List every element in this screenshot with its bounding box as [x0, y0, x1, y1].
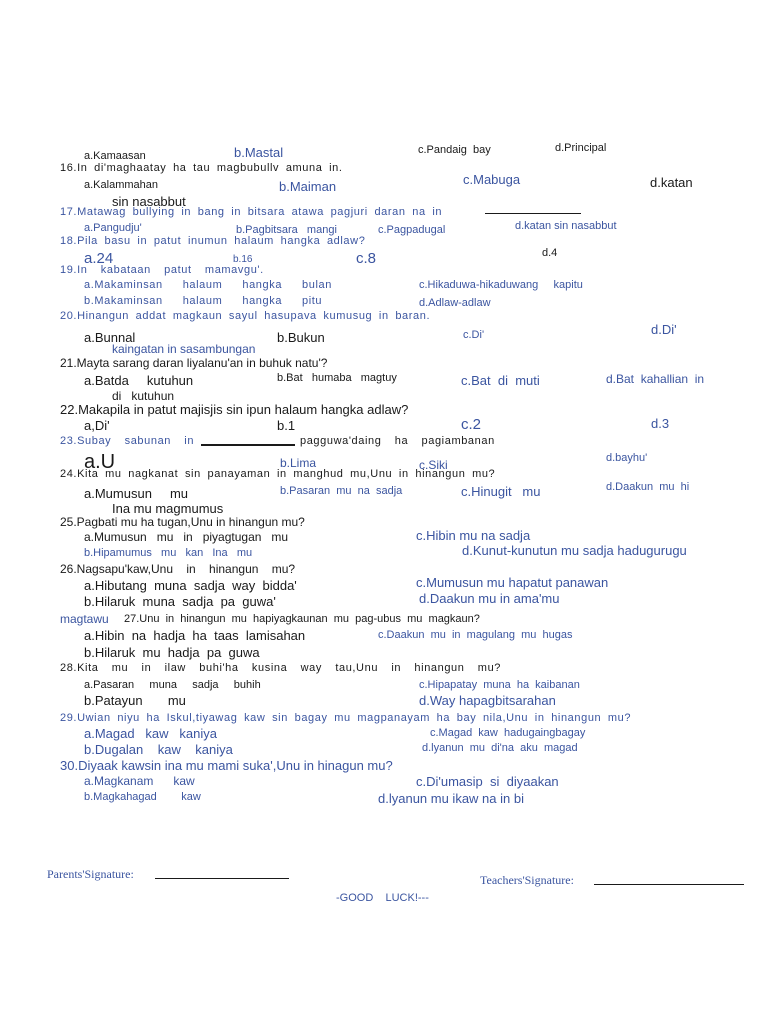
q26-option-a: a.Hibutang muna sadja way bidda' [84, 578, 297, 593]
q22-option-a: a,Di' [84, 418, 110, 433]
q28-option-c: c.Hipapatay muna ha kaibanan [419, 679, 580, 691]
q23-option-a: a.U [84, 451, 116, 473]
q17-question: 17.Matawag bullying in bang in bitsara atawa pagjuri daran na in [60, 206, 443, 218]
q15-option-c: c.Pandaig bay [418, 144, 491, 156]
q16-option-a: a.Kalammahan [84, 179, 158, 191]
q24-option-d: d.Daakun mu hi [606, 481, 690, 493]
closing-text: -GOOD LUCK!--- [336, 892, 429, 904]
q29-option-a: a.Magad kaw kaniya [84, 726, 217, 741]
q19-option-c: c.Hikaduwa-hikaduwang kapitu [419, 279, 583, 291]
q20-question: 20.Hinangun addat magkaun sayul hasupava kumusug in baran. [60, 310, 431, 322]
q20-option-c: c.Di' [463, 329, 485, 341]
q30-question: 30.Diyaak kawsin ina mu mami suka',Unu in hinagun mu? [60, 758, 393, 773]
q25-option-a: a.Mumusun mu in piyagtugan mu [84, 530, 289, 544]
q28-option-b: b.Patayun mu [84, 693, 186, 708]
q17-option-b: b.Pagbitsara mangi [236, 224, 337, 236]
q25-option-c: c.Hibin mu na sadja [416, 528, 531, 543]
q21-option-c: c.Bat di muti [461, 373, 540, 388]
q17-option-d: d.katan sin nasabbut [515, 220, 617, 232]
q20-option-b: b.Bukun [277, 330, 325, 345]
q20-option-d-cont: kaingatan in sasambungan [112, 342, 256, 356]
q29-option-b: b.Dugalan kaw kaniya [84, 742, 233, 757]
q19-option-a: a.Makaminsan halaum hangka bulan [84, 279, 332, 291]
q24-option-c: c.Hinugit mu [461, 484, 541, 499]
q16-option-b: b.Maiman [279, 179, 337, 194]
q28-question: 28.Kita mu in ilaw buhi'ha kusina way tau,Unu in hinangun mu? [60, 662, 502, 674]
q26-option-b: b.Hilaruk muna sadja pa guwa' [84, 594, 276, 609]
q21-option-a: a.Batda kutuhun [84, 373, 194, 388]
teachers-signature-label: Teachers'Signature: [480, 873, 574, 887]
q17-blank [485, 213, 581, 214]
q26-option-d-cont: magtawu [60, 612, 109, 626]
q24-option-b: b.Pasaran mu na sadja [280, 485, 403, 497]
q27-option-c: c.Daakun mu in magulang mu hugas [378, 629, 573, 641]
q16-option-a-cont: sin nasabbut [112, 194, 186, 209]
parents-signature-line[interactable] [155, 878, 289, 879]
q23-option-d: d.bayhu' [606, 452, 648, 464]
q17-option-a: a.Pangudju' [84, 222, 142, 234]
q18-option-d: d.4 [542, 247, 558, 259]
q20-option-d: d.Di' [651, 322, 677, 337]
q15-option-a: a.Kamaasan [84, 150, 146, 162]
q23-blank [201, 444, 295, 446]
q29-option-c: c.Magad kaw hadugaingbagay [430, 727, 586, 739]
q22-question: 22.Makapila in patut majisjis sin ipun halaum hangka adlaw? [60, 402, 409, 417]
q16-question: 16.In di'maghaatay ha tau magbubullv amuna in. [60, 162, 343, 174]
q22-option-b: b.1 [277, 418, 296, 433]
q18-option-a: a.24 [84, 250, 114, 267]
q26-option-d: d.Daakun mu in ama'mu [419, 591, 560, 606]
q23-question: 23.Subay sabunan in [60, 435, 195, 447]
q30-option-b: b.Magkahagad kaw [84, 791, 201, 803]
q27-option-b: b.Hilaruk mu hadja pa guwa [84, 645, 260, 660]
q24-option-a: a.Mumusun mu [84, 486, 189, 501]
q25-option-b: b.Hipamumus mu kan Ina mu [84, 547, 253, 559]
q24-question: 24.Kita mu nagkanat sin panayaman in manghud mu,Unu in hinangun mu? [60, 468, 496, 480]
q28-option-d: d.Way hapagbitsarahan [419, 693, 556, 708]
q29-option-d: d.lyanun mu di'na aku magad [422, 742, 578, 754]
q17-option-c: c.Pagpadugal [378, 224, 446, 236]
q18-question: 18.Pila basu in patut inumun halaum hangka adlaw? [60, 235, 366, 247]
q28-option-a: a.Pasaran muna sadja buhih [84, 679, 261, 691]
q18-option-b: b.16 [233, 254, 253, 265]
q29-question: 29.Uwian niyu ha Iskul,tiyawag kaw sin bagay mu magpanayam ha bay nila,Unu in hinangun mu? [60, 712, 632, 724]
q24-option-d-cont: Ina mu magmumus [112, 501, 224, 516]
teachers-signature-line[interactable] [594, 884, 744, 885]
q15-option-b: b.Mastal [234, 145, 284, 160]
q21-question: 21.Mayta sarang daran liyalanu'an in buhuk natu'? [60, 356, 328, 370]
q19-option-b: b.Makaminsan halaum hangka pitu [84, 295, 323, 307]
q30-option-a: a.Magkanam kaw [84, 774, 195, 788]
q25-question: 25.Pagbati mu ha tugan,Unu in hinangun mu? [60, 515, 305, 529]
q21-option-d: d.Bat kahallian in [606, 372, 705, 386]
q30-option-d: d.lyanun mu ikaw na in bi [378, 791, 524, 806]
q21-option-d-cont: di kutuhun [112, 389, 175, 403]
q27-option-a: a.Hibin na hadja ha taas lamisahan [84, 628, 306, 643]
q19-question: 19.In kabataan patut mamavgu'. [60, 264, 264, 276]
q22-option-c: c.2 [461, 416, 482, 433]
q16-option-c: c.Mabuga [463, 172, 521, 187]
q20-option-a: a.Bunnal [84, 330, 136, 345]
q26-option-c: c.Mumusun mu hapatut panawan [416, 575, 609, 590]
parents-signature-label: Parents'Signature: [47, 867, 134, 881]
q27-question: 27.Unu in hinangun mu hapiyagkaunan mu pag-ubus mu magkaun? [124, 613, 480, 625]
q19-option-d: d.Adlaw-adlaw [419, 297, 491, 309]
q18-option-c: c.8 [356, 250, 377, 267]
q30-option-c: c.Di'umasip si diyaakan [416, 774, 559, 789]
q15-option-d: d.Principal [555, 142, 607, 154]
q26-question: 26.Nagsapu'kaw,Unu in hinangun mu? [60, 562, 296, 576]
q23-option-c: c.Siki [419, 458, 448, 472]
q25-option-d: d.Kunut-kunutun mu sadja hadugurugu [462, 543, 687, 558]
q23-option-b: b.Lima [280, 456, 317, 470]
q22-option-d: d.3 [651, 416, 670, 431]
q16-option-d: d.katan [650, 175, 693, 190]
q21-option-b: b.Bat humaba magtuy [277, 372, 397, 384]
q23-question-end: pagguwa'daing ha pagiambanan [300, 435, 495, 447]
